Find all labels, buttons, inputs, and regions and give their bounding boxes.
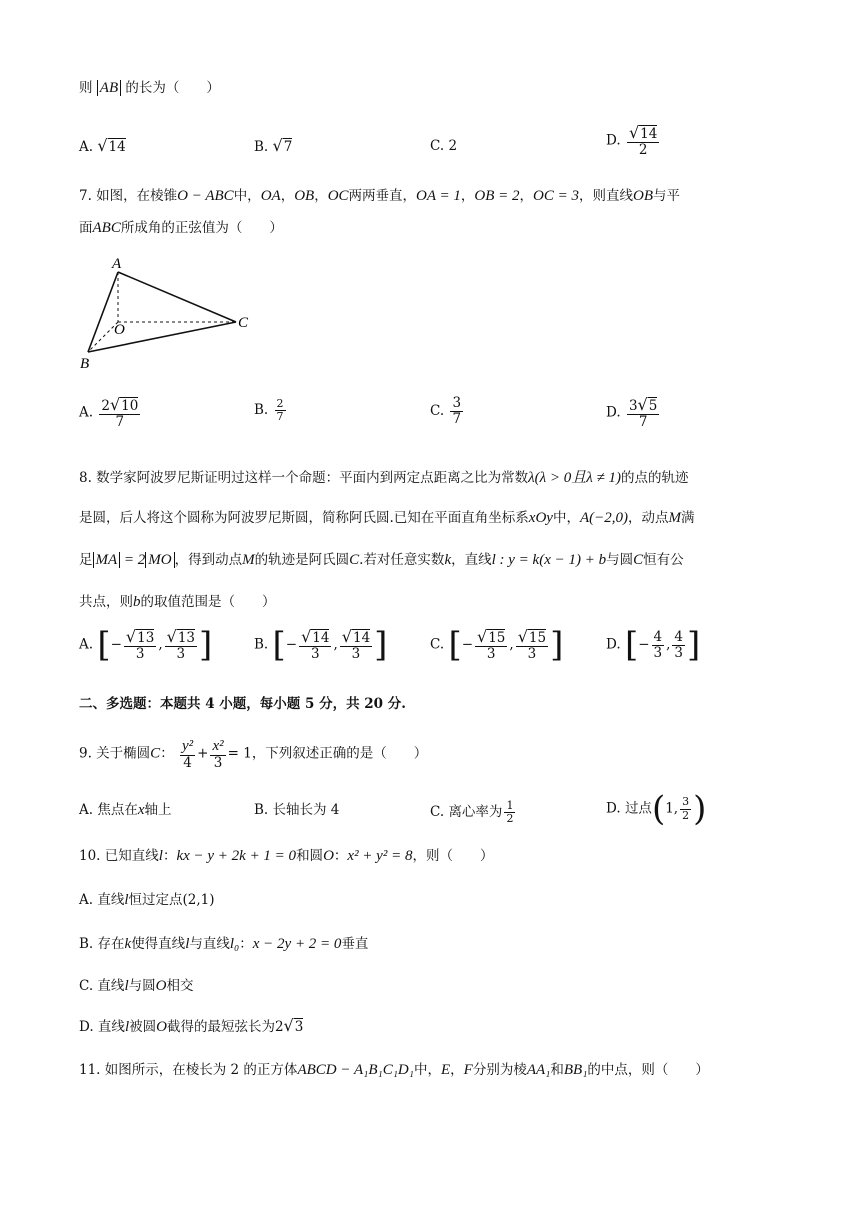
q7-stem-line1: 7. 如图，在棱锥O − ABC中，OA，OB，OC两两垂直，OA = 1，OB = 2，OC = 3，则直线OB与平 [79, 188, 680, 204]
q7-option-a: A. $\frac{2√10}{7}$ [79, 395, 139, 430]
q7-pyramid-figure [76, 252, 256, 374]
q8-stem-line1: 8. 数学家阿波罗尼斯证明过这样一个命题：平面内到两定点距离之比为常数λ(λ > 0且λ ≠ 1)的点的轨迹 [79, 470, 689, 486]
q7-option-c: C. $\frac{3}{7}$ [430, 395, 462, 427]
q9-option-a: A. 焦点在x轴上 [79, 802, 172, 818]
q6-ab-abs: AB [97, 80, 121, 96]
q9-option-d: D. 过点(1, $\frac{3}{2}$ ) [606, 789, 707, 829]
q6-option-b: B. √7 [254, 136, 293, 155]
option-label: A. [79, 139, 94, 155]
q8-option-c: C. [− $\frac{√15}{3}$ , $\frac{√15}{3}$ ] [430, 625, 564, 665]
q10-option-a: A. 直线l恒过定点(2,1) [79, 892, 215, 908]
q7-option-d: D. $\frac{3√5}{7}$ [606, 395, 658, 430]
q7-option-b: B. $\frac{2}{7}$ [254, 397, 284, 424]
figure-label-o: O [114, 322, 125, 338]
q6-option-a: A. √14 [79, 136, 126, 155]
q9-option-c: C. 离心率为 $\frac{1}{2}$ [430, 799, 514, 826]
section-heading: 二、多选题：本题共 4 小题，每小题 5 分，共 20 分. [79, 696, 406, 712]
q6-a-value: 14 [108, 139, 126, 155]
q6-d-den: 2 [638, 141, 648, 158]
q6-option-d: D. $\frac{√14}{2}$ [606, 123, 658, 158]
q10-option-b: B. 存在k使得直线l与直线l₀：x − 2y + 2 = 0垂直 [79, 936, 369, 952]
q8-stem-line4: 共点，则b的取值范围是（ ） [79, 594, 276, 610]
q8-option-b: B. [− $\frac{√14}{3}$ , $\frac{√14}{3}$ ] [254, 625, 388, 665]
q6-b-value: 7 [283, 139, 293, 155]
q6-stem-text-end: 的长为（ ） [125, 80, 220, 96]
figure-label-c: C [238, 315, 249, 331]
q6-c-value: 2 [448, 138, 458, 154]
figure-label-b: B [80, 356, 90, 372]
q8-stem-line3: 足 MA = 2 MO ，得到动点M的轨迹是阿氏圆C.若对任意实数k，直线l : y = k(x − 1) + b与圆C恒有公 [79, 552, 684, 568]
q7-stem-line2: 面ABC所成角的正弦值为（ ） [79, 220, 283, 236]
q10-stem: 10. 已知直线l：kx − y + 2k + 1 = 0和圆O：x² + y² = 8，则（ ） [79, 848, 494, 864]
q9-stem: 9. 关于椭圆C： $\frac{\text{y²}}{4}$ + $\frac{\text{x²}}{3}$ = 1，下列叙述正确的是（ ） [79, 738, 428, 771]
q8-stem-line2: 是圆，后人将这个圆称为阿波罗尼斯圆，简称阿氏圆.已知在平面直角坐标系xOy中，A(−2,0)，动点M满 [79, 510, 695, 526]
q6-stem-text: 则 [79, 80, 93, 96]
q10-option-d: D. 直线l被圆O截得的最短弦长为2√3 [79, 1016, 304, 1035]
q6-d-num: 14 [640, 126, 658, 142]
q10-option-c: C. 直线l与圆O相交 [79, 978, 194, 994]
q9-option-b: B. 长轴长为 4 [254, 802, 340, 818]
option-label: C. [430, 138, 445, 154]
q6-option-c [430, 136, 457, 156]
option-label: D. [606, 132, 621, 149]
q11-stem: 11. 如图所示，在棱长为 2 的正方体ABCD − A₁B₁C₁D₁中，E，F分别为棱AA₁和BB₁的中点，则（ ） [79, 1062, 709, 1078]
q6-stem [79, 78, 220, 98]
figure-label-a: A [112, 256, 122, 272]
option-label: B. [254, 139, 269, 155]
q8-option-d: D. [− $\frac{4}{3}$ , $\frac{4}{3}$ ] [606, 625, 701, 665]
q8-option-a: A. [− $\frac{√13}{3}$ , $\frac{√13}{3}$ ] [79, 625, 213, 665]
